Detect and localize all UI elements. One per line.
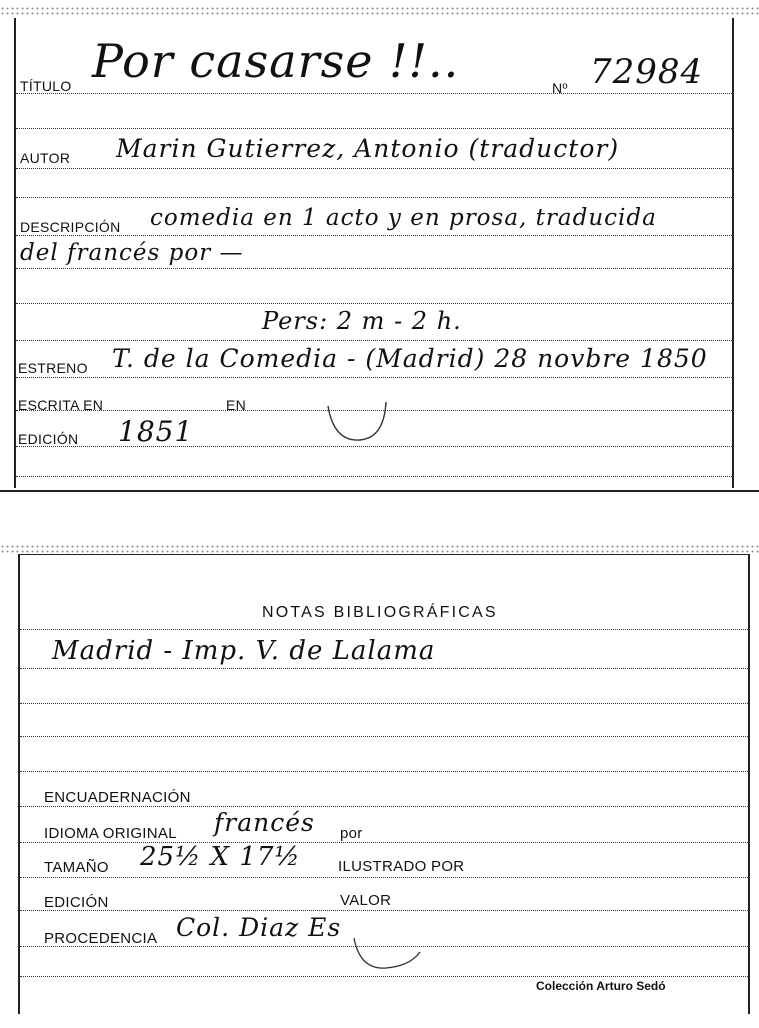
- card-top-right-border: [732, 18, 734, 488]
- rule: [16, 128, 732, 129]
- personajes-value: Pers: 2 m - 2 h.: [262, 307, 462, 335]
- rule: [16, 340, 732, 341]
- rule: [20, 668, 748, 669]
- rule: [16, 303, 732, 304]
- idioma-value: francés: [214, 808, 315, 837]
- rule: [16, 197, 732, 198]
- en-label: EN: [226, 397, 247, 413]
- idioma-label: IDIOMA ORIGINAL: [44, 825, 177, 842]
- card-bottom-right-border: [748, 554, 750, 1014]
- edicion-value: 1851: [118, 415, 194, 448]
- rule: [16, 93, 732, 94]
- rule: [16, 235, 732, 236]
- autor-label: AUTOR: [20, 150, 71, 166]
- por-label: por: [340, 825, 363, 842]
- numero-value: 72984: [590, 52, 704, 92]
- tamano-label: TAMAÑO: [44, 859, 109, 876]
- card-top-edge: [0, 6, 759, 16]
- descripcion-line2: del francés por —: [20, 240, 244, 266]
- notas-value: Madrid - Imp. V. de Lalama: [52, 636, 436, 666]
- escrita-label: ESCRITA EN: [18, 397, 104, 413]
- encuadernacion-label: ENCUADERNACIÓN: [44, 789, 191, 806]
- estreno-label: ESTRENO: [18, 360, 88, 376]
- hole-punch-mark: [350, 932, 430, 974]
- card-top-bottom-border: [0, 490, 759, 492]
- titulo-value: Por casarse !!..: [92, 34, 460, 88]
- card-bottom-edge: [0, 544, 759, 554]
- rule: [20, 736, 748, 737]
- procedencia-label: PROCEDENCIA: [44, 930, 158, 947]
- rule: [16, 476, 732, 477]
- rule: [16, 168, 732, 169]
- rule: [20, 703, 748, 704]
- procedencia-value: Col. Diaz Es: [176, 913, 342, 942]
- estreno-value: T. de la Comedia - (Madrid) 28 novbre 1850: [112, 344, 708, 373]
- numero-label: Nº: [552, 80, 568, 96]
- tamano-value: 25½ X 17½: [140, 842, 301, 872]
- card-top-left-border: [14, 18, 16, 488]
- rule: [20, 629, 748, 630]
- rule: [20, 910, 748, 911]
- ilustrado-label: ILUSTRADO POR: [338, 858, 465, 875]
- hole-punch-mark: [326, 398, 390, 444]
- rule: [20, 842, 748, 843]
- rule: [20, 976, 748, 977]
- rule: [20, 771, 748, 772]
- edicion-label: EDICIÓN: [18, 431, 79, 447]
- autor-value: Marin Gutierrez, Antonio (traductor): [116, 134, 620, 163]
- card-bottom-left-border: [18, 554, 20, 1014]
- rule: [20, 877, 748, 878]
- descripcion-label: DESCRIPCIÓN: [20, 219, 121, 235]
- card-bottom-top-border: [18, 554, 749, 555]
- descripcion-line1: comedia en 1 acto y en prosa, traducida: [150, 205, 657, 231]
- catalog-card-bottom: [0, 540, 759, 1028]
- valor-label: VALOR: [340, 892, 392, 909]
- rule: [16, 268, 732, 269]
- notas-heading: NOTAS BIBLIOGRÁFICAS: [262, 604, 498, 621]
- catalog-card-top: [0, 0, 759, 500]
- titulo-label: TÍTULO: [20, 78, 72, 94]
- rule: [16, 377, 732, 378]
- collection-credit: Colección Arturo Sedó: [536, 979, 666, 993]
- edicion-label: EDICIÓN: [44, 894, 109, 911]
- rule: [20, 806, 748, 807]
